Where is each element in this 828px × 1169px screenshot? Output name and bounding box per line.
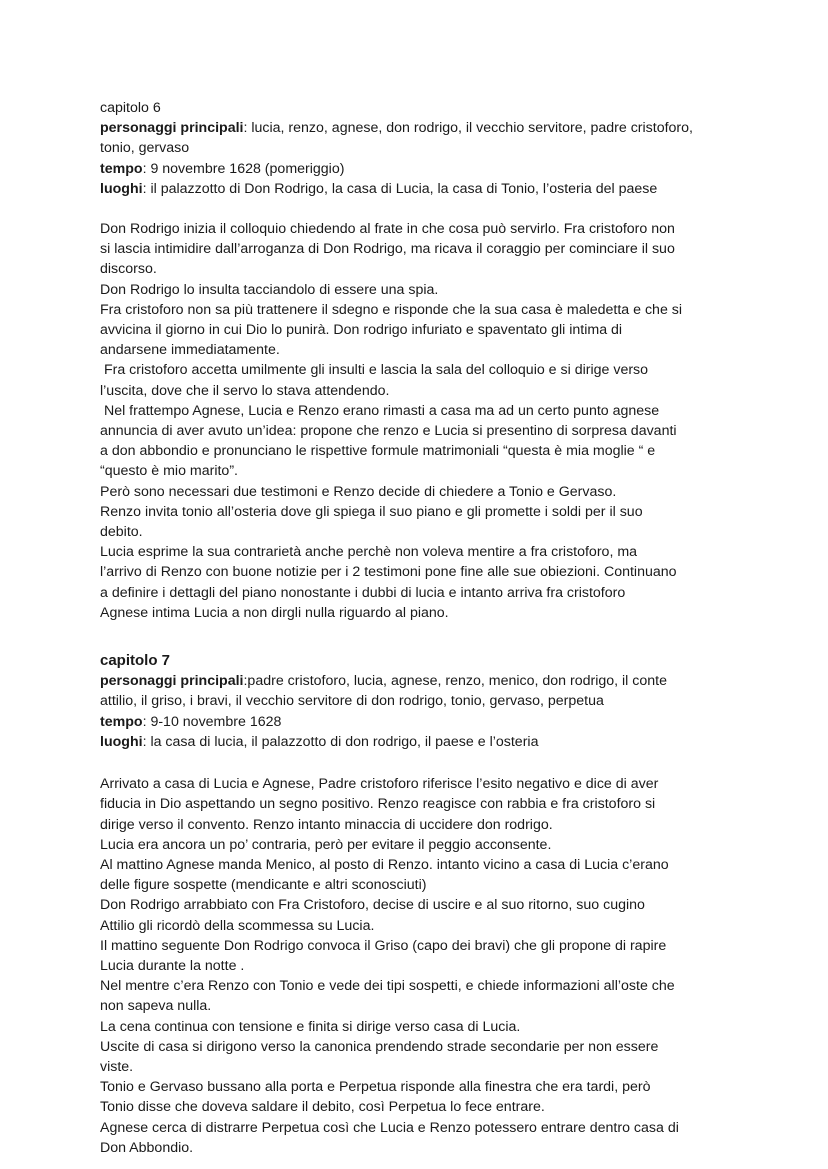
body-line: Lucia era ancora un po’ contraria, però per evitare il peggio acconsente. [100,836,552,853]
places-label: luoghi [100,733,143,750]
chapter-7-characters-line-2: attilio, il griso, i bravi, il vecchio servitore di don rodrigo, tonio, gervaso, perpetua [100,693,604,710]
chapter-6-places [100,179,740,199]
chapter-6-characters-line-2: tonio, gervaso [100,140,190,157]
body-line: delle figure sospette (mendicante e altri sconosciuti) [100,877,427,894]
body-line: Agnese cerca di distrarre Perpetua così che Lucia e Renzo potessero entrare dentro casa di [100,1119,679,1136]
places-label: luoghi [100,180,143,197]
body-line: Agnese intima Lucia a non dirgli nulla riguardo al piano. [100,604,449,621]
body-line: fiducia in Dio aspettando un segno positivo. Renzo reagisce con rabbia e fra cristoforo si [100,796,656,813]
chapter-6-characters-line-1 [100,118,740,138]
body-line: La cena continua con tensione e finita si dirige verso casa di Lucia. [100,1018,521,1035]
body-line: Fra cristoforo accetta umilmente gli insulti e lascia la sala del colloquio e si dirige verso [100,362,649,379]
chapter-7-characters-line-1 [100,671,740,691]
time-label: tempo [100,160,143,177]
body-line: Tonio disse che doveva saldare il debito, così Perpetua lo fece entrare. [100,1099,545,1116]
characters-value: : lucia, renzo, agnese, don rodrigo, il vecchio servitore, padre cristoforo, [243,120,693,137]
body-line: “questo è mio marito”. [100,463,238,480]
body-line: Nel frattempo Agnese, Lucia e Renzo erano rimasti a casa ma ad un certo punto agnese [100,402,660,419]
time-value: : 9-10 novembre 1628 [142,713,282,730]
characters-label: personaggi principali [100,120,244,137]
body-line: Arrivato a casa di Lucia e Agnese, Padre cristoforo riferisce l’esito negativo e dice di aver [100,776,659,793]
chapter-6-title: capitolo 6 [100,100,161,116]
body-line: Don Rodrigo arrabbiato con Fra Cristoforo, decise di uscire e al suo ritorno, suo cugino [100,897,645,914]
body-line: a definire i dettagli del piano nonostante i dubbi di lucia e intanto arriva fra cristoforo [100,584,626,601]
body-line: Lucia esprime la sua contrarietà anche perchè non voleva mentire a fra cristoforo, ma [100,544,638,561]
time-value: : 9 novembre 1628 (pomeriggio) [142,160,345,177]
characters-label: personaggi principali [100,673,244,690]
body-line: Renzo invita tonio all’osteria dove gli spiega il suo piano e gli promette i soldi per il suo [100,503,643,520]
body-line: viste. [100,1058,134,1075]
body-line: Fra cristoforo non sa più trattenere il sdegno e risponde che la sua casa è maledetta e che si [100,301,683,318]
body-line: Don Abbondio. [100,1139,194,1156]
chapter-6-time [100,159,740,179]
body-line: non sapeva nulla. [100,998,212,1015]
body-line: l’arrivo di Renzo con buone notizie per i 2 testimoni pone fine alle sue obiezioni. Continuano [100,564,677,581]
places-value: : la casa di lucia, il palazzotto di don rodrigo, il paese e l’osteria [142,733,539,750]
body-line: avvicina il giorno in cui Dio lo punirà. Don rodrigo infuriato e spaventato gli intima di [100,322,623,339]
body-line: si lascia intimidire dall’arroganza di Don Rodrigo, ma ricava il coraggio per cominciare il suo [100,241,675,258]
body-line: l’uscita, dove che il servo lo stava attendendo. [100,382,390,399]
chapter-7-title: capitolo 7 [100,652,171,670]
body-line: Lucia durante la notte . [100,957,245,974]
document-page [100,98,740,1158]
body-line: a don abbondio e pronunciano le rispettive formule matrimoniali “questa è mia moglie “ e [100,443,656,460]
body-line: Uscite di casa si dirigono verso la canonica prendendo strade secondarie per non essere [100,1038,659,1055]
chapter-7-body [100,774,740,1158]
body-line: andarsene immediatamente. [100,342,280,359]
chapter-6 [100,98,740,623]
body-line: Don Rodrigo inizia il colloquio chiedendo al frate in che cosa può servirlo. Fra cristoforo non [100,221,675,238]
body-line: Però sono necessari due testimoni e Renzo decide di chiedere a Tonio e Gervaso. [100,483,617,500]
chapter-7 [100,651,740,1158]
characters-value: :padre cristoforo, lucia, agnese, renzo, menico, don rodrigo, il conte [243,673,667,690]
body-line: Al mattino Agnese manda Menico, al posto di Renzo. intanto vicino a casa di Lucia c’erano [100,856,669,873]
body-line: annuncia di aver avuto un’idea: propone che renzo e Lucia si presentino di sorpresa davanti [100,423,677,440]
body-line: dirige verso il convento. Renzo intanto minaccia di uccidere don rodrigo. [100,816,553,833]
body-line: debito. [100,524,143,541]
chapter-7-places [100,732,740,752]
places-value: : il palazzotto di Don Rodrigo, la casa di Lucia, la casa di Tonio, l’osteria del paese [142,180,658,197]
time-label: tempo [100,713,143,730]
body-line: Il mattino seguente Don Rodrigo convoca il Griso (capo dei bravi) che gli propone di rapire [100,937,667,954]
body-line: Don Rodrigo lo insulta tacciandolo di essere una spia. [100,281,439,298]
body-line: Tonio e Gervaso bussano alla porta e Perpetua risponde alla finestra che era tardi, però [100,1079,651,1096]
body-line: Nel mentre c’era Renzo con Tonio e vede dei tipi sospetti, e chiede informazioni all’oste che [100,978,675,995]
body-line: Attilio gli ricordò della scommessa su Lucia. [100,917,375,934]
chapter-7-time [100,712,740,732]
body-line: discorso. [100,261,157,278]
chapter-6-body [100,219,740,623]
